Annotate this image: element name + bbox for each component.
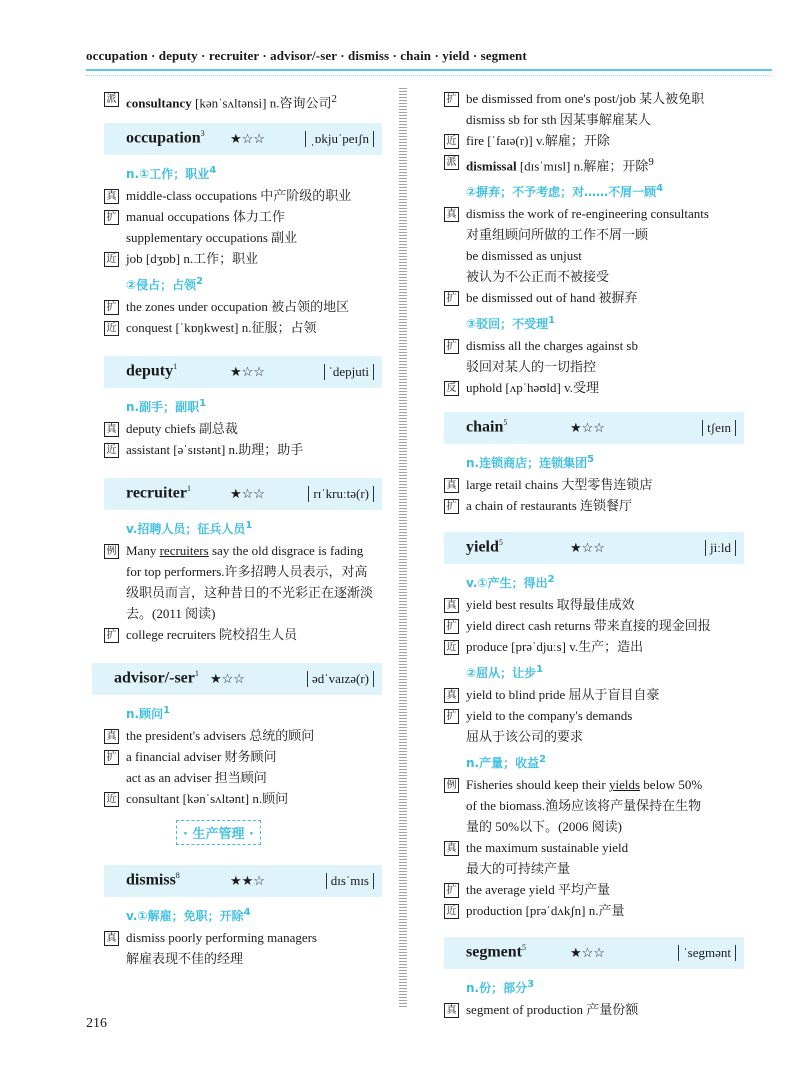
entry-line: act as an adviser 担当顾问: [126, 770, 267, 786]
entry-line: 屈从于该公司的要求: [466, 729, 584, 745]
sense-label: ②侵占；占领$^2$: [126, 276, 204, 293]
phonetic: rɪˈkruːtə(r): [308, 486, 374, 502]
phonetic: dɪsˈmɪs: [326, 873, 374, 889]
right-column: [444, 88, 744, 1021]
entry-line: 扩 a financial adviser 财务顾问: [104, 747, 382, 767]
entry-line: 被认为不公正而不被接受: [466, 269, 610, 285]
headword-occupation: occupation$^3$ ★☆☆ ˌɒkjuˈpeɪʃn: [104, 123, 382, 155]
example-line: for top performers.许多招聘人员表示，对高: [126, 564, 368, 580]
entry-line: 最大的可持续产量: [466, 861, 571, 877]
sense-label: v.①解雇；免职；开除$^4$: [126, 907, 251, 924]
entry-line: 解雇表现不佳的经理: [126, 951, 244, 967]
header-rule: [86, 69, 772, 76]
entry-line: 近 production [prəˈdʌkʃn] n.产量: [444, 901, 744, 921]
entry-line: 扩 yield direct cash returns 带来直接的现金回报: [444, 616, 744, 636]
sense-label: v.招聘人员；征兵人员$^1$: [126, 520, 253, 537]
entry-line: 反 uphold [ʌpˈhəʊld] v.受理: [444, 378, 744, 398]
headword-yield: yield$^5$ ★☆☆ jiːld: [444, 532, 744, 564]
entry-line: 近 job [dʒɒb] n.工作；职业: [104, 249, 382, 269]
column-divider: [399, 88, 407, 1008]
running-header: occupation · deputy · recruiter · advisor/-ser · dismiss · chain · yield · segment: [86, 48, 527, 63]
entry-line: 真 dismiss the work of re-engineering consultants: [444, 204, 744, 224]
entry-line: 驳回对某人的一切指控: [466, 359, 597, 375]
frequency-stars: ★☆☆: [570, 945, 605, 961]
left-column: [104, 88, 382, 970]
entry-line: dismiss sb for sth 因某事解雇某人: [466, 112, 651, 127]
frequency-stars: ★★☆: [230, 873, 265, 889]
phonetic: ˌɒkjuˈpeɪʃn: [305, 131, 374, 147]
headword-advisor: advisor/-ser$^1$ ★☆☆ ədˈvaɪzə(r): [92, 663, 382, 695]
entry-line: 扩 yield to the company's demands: [444, 706, 744, 726]
entry-line: 近 fire [ˈfaɪə(r)] v.解雇；开除: [444, 131, 744, 151]
sense-label: n.顾问$^1$: [126, 705, 171, 722]
entry-line: 扩 a chain of restaurants 连锁餐厅: [444, 496, 744, 516]
entry-line: 真 large retail chains 大型零售连锁店: [444, 475, 744, 495]
example-line: 量的 50%以下。(2006 阅读): [466, 819, 622, 835]
sense-label: ③驳回；不受理$^1$: [466, 315, 556, 332]
example-line: of the biomass.渔场应该将产量保持在生物: [466, 798, 702, 814]
frequency-stars: ★☆☆: [570, 540, 605, 556]
entry-line: 近 produce [prəˈdjuːs] v.生产；造出: [444, 637, 744, 657]
entry-line: 扩 the zones under occupation 被占领的地区: [104, 297, 382, 317]
sense-label: ②屈从；让步$^1$: [466, 664, 544, 681]
entry-line: 真 dismiss poorly performing managers: [104, 928, 382, 948]
sense-label: n.①工作；职业$^4$: [126, 165, 217, 182]
example-line: 级职员而言，这种昔日的不光彩正在逐渐淡: [126, 585, 374, 601]
headword-segment: segment$^5$ ★☆☆ ˈsegmənt: [444, 937, 744, 969]
entry-line: 近 consultant [kənˈsʌltənt] n.顾问: [104, 789, 382, 809]
entry-line: be dismissed as unjust: [466, 248, 582, 264]
entry-line: 扩 the average yield 平均产量: [444, 880, 744, 900]
entry-line: supplementary occupations 副业: [126, 230, 298, 246]
sense-label: n.连锁商店；连锁集团$^5$: [466, 454, 595, 471]
sense-label: v.①产生；得出$^2$: [466, 574, 555, 591]
sense-label: n.份；部分$^3$: [466, 979, 535, 996]
phonetic: jiːld: [705, 540, 736, 556]
entry-line: 真 deputy chiefs 副总裁: [104, 419, 382, 439]
entry-line: 真 the maximum sustainable yield: [444, 838, 744, 858]
frequency-stars: ★☆☆: [230, 364, 265, 380]
section-title: · 生产管理 ·: [176, 820, 261, 845]
frequency-stars: ★☆☆: [210, 671, 245, 687]
frequency-stars: ★☆☆: [230, 131, 265, 147]
sense-label: n.副手；副职$^1$: [126, 398, 207, 415]
entry-line: 扩 college recruiters 院校招生人员: [104, 625, 382, 645]
page-number: 216: [86, 1016, 107, 1031]
frequency-stars: ★☆☆: [570, 420, 605, 436]
sense-label: ②摒弃；不予考虑；对……不屑一顾$^4$: [466, 183, 664, 200]
sense-label: n.产量；收益$^2$: [466, 754, 547, 771]
entry-line: 扩 dismiss all the charges against sb: [444, 336, 744, 356]
headword-dismiss: dismiss$^8$ ★★☆ dɪsˈmɪs: [104, 865, 382, 897]
entry-line: 真 yield to blind pride 屈从于盲目自豪: [444, 685, 744, 705]
entry-line: 扩 be dismissed out of hand 被摒弃: [444, 288, 744, 308]
headword-recruiter: recruiter$^1$ ★☆☆ rɪˈkruːtə(r): [104, 478, 382, 510]
entry-line: 真 segment of production 产量份额: [444, 1000, 744, 1020]
entry-line: 真 middle-class occupations 中产阶级的职业: [104, 186, 382, 206]
headword-deputy: deputy$^1$ ★☆☆ ˈdepjuti: [104, 356, 382, 388]
headword-chain: chain$^5$ ★☆☆ tʃeɪn: [444, 412, 744, 444]
entry-line: 近 assistant [əˈsɪstənt] n.助理；助手: [104, 440, 382, 460]
example-line: 例 Many recruiters say the old disgrace is fading: [104, 541, 382, 561]
entry-line: 派 dismissal [dɪsˈmɪsl] n.解雇；开除$^9$: [444, 152, 744, 176]
example-line: 例 Fisheries should keep their yields below 50%: [444, 775, 744, 795]
entry-line: 对重组顾问所做的工作不屑一顾: [466, 227, 649, 243]
example-line: 去。(2011 阅读): [126, 606, 216, 622]
phonetic: tʃeɪn: [702, 420, 736, 436]
frequency-stars: ★☆☆: [230, 486, 265, 502]
phonetic: ədˈvaɪzə(r): [307, 671, 374, 687]
entry-line: 真 the president's advisers 总统的顾问: [104, 726, 382, 746]
entry-line: 扩 manual occupations 体力工作: [104, 207, 382, 227]
tag-derivative: 派: [104, 92, 119, 107]
entry-line: 派 consultancy [kənˈsʌltənsi] n.咨询公司$^2$: [104, 89, 382, 113]
entry-line: 真 yield best results 取得最佳成效: [444, 595, 744, 615]
entry-line: 扩 be dismissed from one's post/job 某人被免职: [444, 89, 744, 109]
entry-line: 近 conquest [ˈkɒŋkwest] n.征服；占领: [104, 318, 382, 338]
phonetic: ˈsegmənt: [678, 945, 736, 961]
phonetic: ˈdepjuti: [324, 364, 374, 380]
